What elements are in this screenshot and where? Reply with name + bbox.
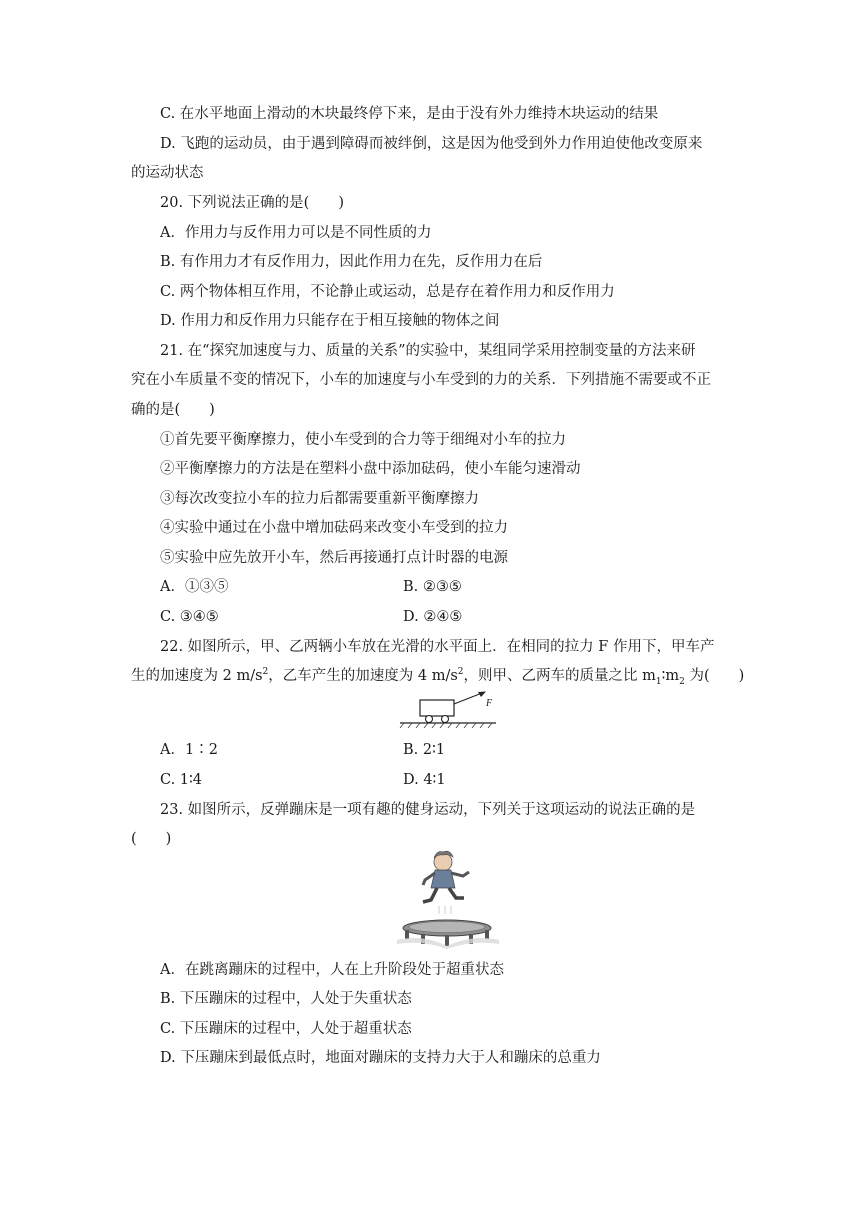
cart-figure bbox=[398, 690, 498, 730]
q23-option-b: B. 下压蹦床的过程中，人处于失重状态 bbox=[160, 991, 412, 1007]
q22-stem-line2: 生的加速度为 2 $m/s^2$，乙车产生的加速度为 4 $m/s^2$，则甲、乙两车的质量之比 $m_1∶m_2$ 为( ) bbox=[131, 667, 745, 687]
q21-statement-5: ⑤实验中应先放开小车，然后再接通打点计时器的电源 bbox=[160, 550, 508, 566]
q21-option-a: A．①③⑤ bbox=[160, 579, 229, 595]
q22-option-a: A．1∶2 bbox=[160, 742, 218, 758]
q21-statement-2: ②平衡摩擦力的方法是在塑料小盘中添加砝码，使小车能匀速滑动 bbox=[160, 461, 581, 477]
ground-hatching bbox=[400, 723, 492, 728]
cart-body bbox=[420, 700, 454, 716]
q20-stem: 20. 下列说法正确的是( ) bbox=[160, 195, 344, 211]
trampoline-figure bbox=[393, 848, 503, 950]
q21-option-b: B. ②③⑤ bbox=[403, 579, 462, 595]
q21-stem-line3: 确的是( ) bbox=[131, 402, 215, 418]
q20-option-d: D. 作用力和反作用力只能存在于相互接触的物体之间 bbox=[160, 313, 500, 329]
q19-option-d-continued: 的运动状态 bbox=[131, 165, 204, 181]
q21-option-d: D. ②④⑤ bbox=[403, 609, 463, 625]
q22-option-b: B. 2∶1 bbox=[403, 742, 446, 758]
q23-stem-line2: ( ) bbox=[131, 831, 172, 847]
q23-option-a: A．在跳离蹦床的过程中，人在上升阶段处于超重状态 bbox=[160, 962, 504, 978]
trampoline-illustration bbox=[397, 920, 499, 949]
q19-option-c: C. 在水平地面上滑动的木块最终停下来，是由于没有外力维持木块运动的结果 bbox=[160, 106, 659, 122]
q21-stem-line2: 究在小车质量不变的情况下，小车的加速度与小车受到的力的关系．下列措施不需要或不正 bbox=[131, 372, 711, 388]
q21-statement-4: ④实验中通过在小盘中增加砝码来改变小车受到的拉力 bbox=[160, 520, 508, 536]
q22-option-c: C. 1∶4 bbox=[160, 772, 203, 788]
q23-option-c: C. 下压蹦床的过程中，人处于超重状态 bbox=[160, 1021, 412, 1037]
q20-option-b: B. 有作用力才有反作用力，因此作用力在先，反作用力在后 bbox=[160, 254, 543, 270]
q21-statement-1: ①首先要平衡摩擦力，使小车受到的合力等于细绳对小车的拉力 bbox=[160, 432, 566, 448]
q21-option-c: C. ③④⑤ bbox=[160, 609, 219, 625]
q22-stem-line1: 22. 如图所示，甲、乙两辆小车放在光滑的水平面上．在相同的拉力 F 作用下，甲车产 bbox=[160, 639, 715, 655]
force-arrow bbox=[454, 693, 482, 704]
force-label: F bbox=[486, 698, 493, 709]
cart-wheel-left bbox=[426, 716, 433, 723]
cart-wheel-right bbox=[442, 716, 449, 723]
q20-option-c: C. 两个物体相互作用，不论静止或运动，总是存在着作用力和反作用力 bbox=[160, 284, 615, 300]
q23-option-d: D. 下压蹦床到最低点时，地面对蹦床的支持力大于人和蹦床的总重力 bbox=[160, 1050, 601, 1066]
q21-stem-line1: 21. 在“探究加速度与力、质量的关系”的实验中，某组同学采用控制变量的方法来研 bbox=[160, 343, 696, 359]
q20-option-a: A．作用力与反作用力可以是不同性质的力 bbox=[160, 225, 432, 241]
q23-stem-line1: 23. 如图所示，反弹蹦床是一项有趣的健身运动，下列关于这项运动的说法正确的是 bbox=[160, 802, 696, 818]
motion-lines bbox=[439, 906, 451, 914]
q21-statement-3: ③每次改变拉小车的拉力后都需要重新平衡摩擦力 bbox=[160, 491, 479, 507]
q22-option-d: D. 4∶1 bbox=[403, 772, 446, 788]
jumper-illustration bbox=[423, 851, 469, 902]
q19-option-d: D. 飞跑的运动员，由于遇到障碍而被绊倒，这是因为他受到外力作用迫使他改变原来 bbox=[160, 136, 703, 152]
